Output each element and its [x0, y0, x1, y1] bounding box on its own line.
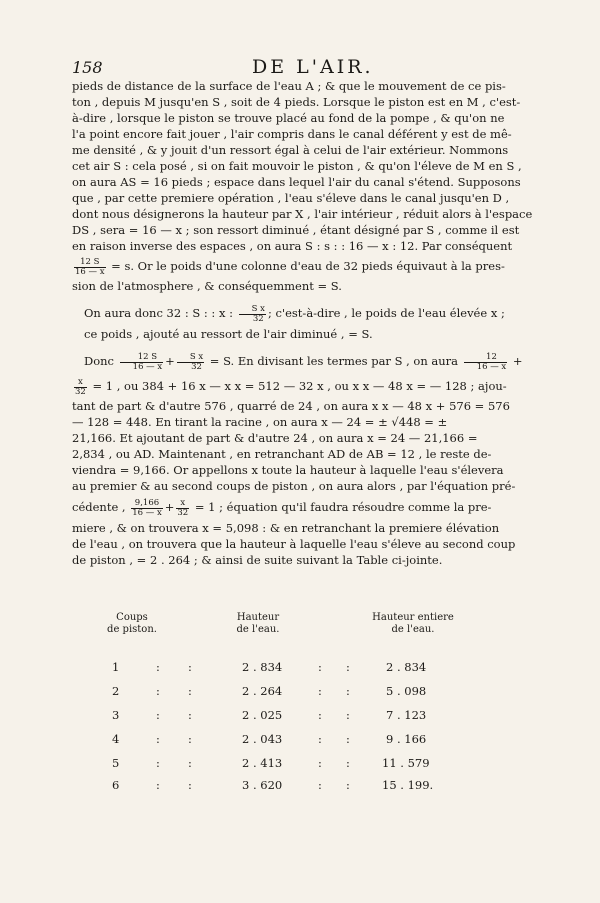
- column-header-hauteur: Hauteur de l'eau.: [236, 612, 280, 635]
- text-line: ton , depuis M jusqu'en S , soit de 4 pieds. Lorsque le piston est en M , c'est-: [72, 95, 521, 109]
- text-line: cet air S : cela posé , si on fait mouvoir le piston , & qu'on l'éleve de M en S ,: [72, 159, 522, 173]
- fraction: $\frac{12 S}{16 — x}$: [75, 256, 105, 277]
- text-line: On aura donc 32 : S : : x : $\frac{\text{S x}}{32}$ ; c'est-à-dire , le poids de l'eau élevée x ;: [84, 303, 505, 324]
- text-line: tant de part & d'autre 576 , quarré de 24 , on aura x x — 48 x + 576 = 576: [72, 399, 510, 413]
- running-title: DE L'AIR.: [252, 56, 374, 78]
- running-header: [72, 58, 534, 80]
- column-header-hauteur-entiere: Hauteur entiere de l'eau.: [372, 612, 454, 635]
- text-line: DS , sera = 16 — x ; son ressort diminué , étant désigné par S , comme il est: [72, 223, 520, 237]
- text-line: de piston , = 2 . 264 ; & ainsi de suite suivant la Table ci-jointe.: [72, 553, 443, 567]
- text-line: miere , & on trouvera x = 5,098 : & en retranchant la premiere élévation: [72, 521, 500, 535]
- fraction: $\frac{12}{16 — x}$: [464, 353, 508, 372]
- table-row: 2 : : 2 . 264 : : 5 . 098: [112, 684, 427, 698]
- text-line: l'a point encore fait jouer , l'air compris dans le canal déférent y est de mê-: [72, 127, 512, 141]
- text-line: ce poids , ajouté au ressort de l'air diminué , = S.: [84, 327, 373, 341]
- text-line: $\frac{12 S}{16 — x}$ = s. Or le poids d'une colonne d'eau de 32 pieds équivaut à la pres-: [75, 256, 505, 277]
- text-line: cédente , $\frac{9,166}{16 — x}$ + $\frac{x}{32}$ = 1 ; équation qu'il faudra résoudre comme la pre-: [72, 497, 492, 518]
- text-body: [72, 78, 534, 568]
- text-line: de l'eau , on trouvera que la hauteur à laquelle l'eau s'éleve au second coup: [72, 537, 516, 551]
- text-line: que , par cette premiere opération , l'eau s'éleve dans le canal jusqu'en D ,: [72, 191, 510, 205]
- fraction: $\frac{\text{S x}}{32}$: [239, 305, 266, 324]
- text-line: sion de l'atmosphere , & conséquemment = S.: [72, 279, 342, 293]
- column-header-coups: Coups de piston.: [107, 612, 157, 635]
- paragraph-3: [72, 348, 534, 568]
- text-line: pieds de distance de la surface de l'eau A ; & que le mouvement de ce pis-: [72, 79, 506, 93]
- text-line: 21,166. Et ajoutant de part & d'autre 24 , on aura x = 24 — 21,166 =: [72, 431, 478, 445]
- page-number: 158: [72, 58, 103, 77]
- text-line: dont nous désignerons la hauteur par X , l'air intérieur , réduit alors à l'espace: [72, 207, 533, 221]
- table-row: 1 : : 2 . 834 : : 2 . 834: [112, 660, 427, 674]
- text-line: — 128 = 448. En tirant la racine , on aura x — 24 = ± √448 = ±: [72, 415, 448, 429]
- text-line: 2,834 , ou AD. Maintenant , en retranchant AD de AB = 12 , le reste de-: [72, 447, 492, 461]
- text-line: me densité , & y jouit d'un ressort égal à celui de l'air extérieur. Nommons: [72, 143, 509, 157]
- table-row: 6 : : 3 . 620 : : 15 . 199.: [112, 778, 434, 792]
- text-line: on aura AS = 16 pieds ; espace dans lequel l'air du canal s'étend. Supposons: [72, 175, 521, 189]
- text-line: $\frac{x}{32}$ = 1 , ou 384 + 16 x — x x = 512 — 32 x , ou x x — 48 x = — 128 ; ajou-: [75, 376, 507, 397]
- fraction: $\frac{9,166}{16 — x}$: [132, 497, 162, 518]
- fraction: $\frac{x}{32}$: [177, 497, 189, 518]
- paragraph-2: [72, 300, 534, 342]
- fraction: $\frac{12 S}{16 — x}$: [120, 353, 164, 372]
- text-line: à-dire , lorsque le piston se trouve placé au fond de la pompe , & qu'on ne: [72, 111, 505, 125]
- text-line: au premier & au second coups de piston , on aura alors , par l'équation pré-: [72, 479, 516, 493]
- text-line: en raison inverse des espaces , on aura S : s : : 16 — x : 12. Par conséquent: [72, 239, 513, 253]
- table-row: 4 : : 2 . 043 : : 9 . 166: [112, 732, 427, 746]
- fraction: $\frac{\text{S x}}{32}$: [177, 353, 204, 372]
- text-line: viendra = 9,166. Or appellons x toute la hauteur à laquelle l'eau s'élevera: [72, 463, 504, 477]
- paragraph-1: [72, 78, 534, 294]
- table-row: 5 : : 2 . 413 : : 11 . 579: [112, 756, 430, 770]
- text-line: Donc $\frac{12 S}{16 — x}$ + $\frac{\text{S x}}{32}$ = S. En divisant les termes par S , on aura $\frac{12}{16 — x}$ +: [84, 351, 523, 372]
- table-row: 3 : : 2 . 025 : : 7 . 123: [112, 708, 427, 722]
- fraction: $\frac{x}{32}$: [75, 376, 86, 397]
